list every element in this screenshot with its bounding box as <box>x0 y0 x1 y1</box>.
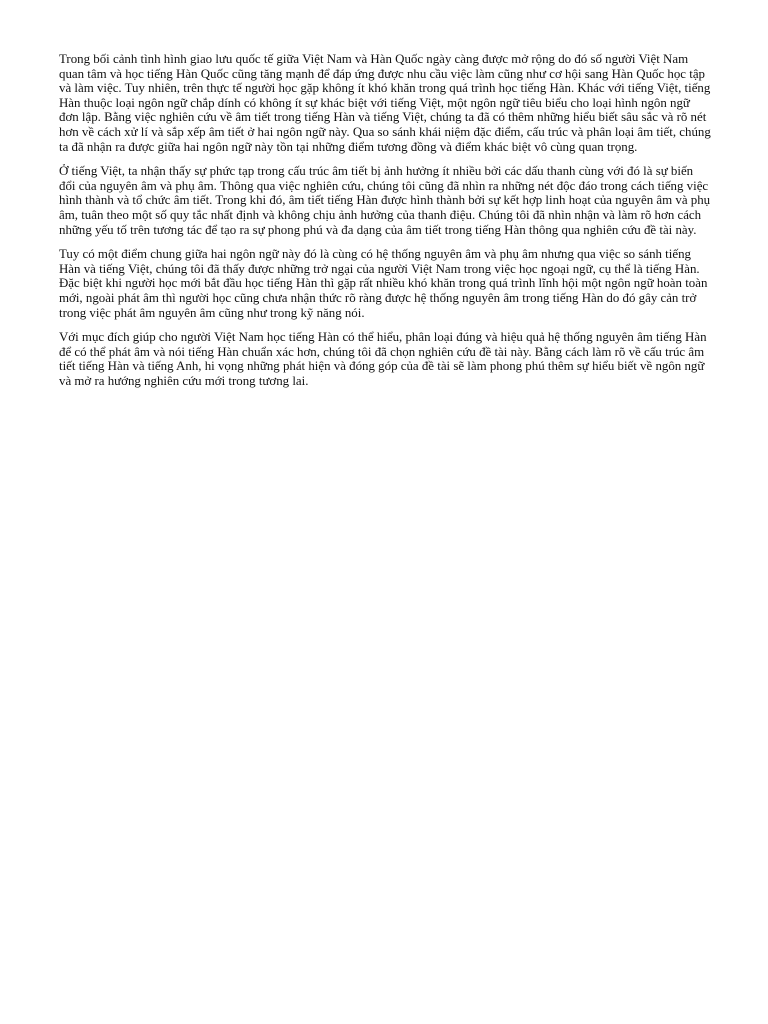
document-page <box>59 52 711 398</box>
paragraph-4: Với mục đích giúp cho người Việt Nam học tiếng Hàn có thể hiểu, phân loại đúng và hiệu quả hệ thống nguyên âm tiếng Hàn để có thể phát âm và nói tiếng Hàn chuẩn xác hơn, chúng tôi đã chọn nghiên cứu đề tài này. Bằng cách làm rõ về cấu trúc âm tiết tiếng Hàn và tiếng Anh, hi vọng những phát hiện và đóng góp của đề tài sẽ làm phong phú thêm sự hiểu biết về ngôn ngữ và mở ra hướng nghiên cứu mới trong tương lai. <box>59 330 707 388</box>
paragraph-2: Ở tiếng Việt, ta nhận thấy sự phức tạp trong cấu trúc âm tiết bị ảnh hưởng ít nhiều bởi các dấu thanh cùng với đó là sự biến đổi của nguyên âm và phụ âm. Thông qua việc nghiên cứu, chúng tôi cũng đã nhìn ra những nét độc đáo trong cách tiếng việc hình thành và tổ chức âm tiết. Trong khi đó, âm tiết tiếng Hàn được hình thành bởi sự kết hợp linh hoạt của nguyên âm và phụ âm, tuân theo một số quy tắc nhất định và không chịu ảnh hưởng của thanh điệu. Chúng tôi đã nhìn nhận và làm rõ hơn cách những yếu tố trên tương tác để tạo ra sự phong phú và đa dạng của âm tiết trong tiếng Hàn thông qua nghiên cứu đề tài này. <box>59 164 711 237</box>
paragraph-1: Trong bối cảnh tình hình giao lưu quốc tế giữa Việt Nam và Hàn Quốc ngày càng được mở rộng do đó số người Việt Nam quan tâm và học tiếng Hàn Quốc cũng tăng mạnh để đáp ứng được nhu cầu việc làm cũng như cơ hội sang Hàn Quốc học tập và làm việc. Tuy nhiên, trên thực tế người học gặp không ít khó khăn trong quá trình học tiếng Hàn. Khác với tiếng Việt, tiếng Hàn thuộc loại ngôn ngữ chắp dính có không ít sự khác biệt với tiếng Việt, một ngôn ngữ tiêu biểu cho loại hình ngôn ngữ đơn lập. Bằng việc nghiên cứu về âm tiết trong tiếng Hàn và tiếng Việt, chúng ta đã có thêm những hiểu biết sâu sắc và rõ nét hơn về cách xử lí và sắp xếp âm tiết ở hai ngôn ngữ này. Qua so sánh khái niệm đặc điểm, cấu trúc và phân loại âm tiết, chúng ta đã nhận ra được giữa hai ngôn ngữ này tồn tại những điểm tương đồng và điểm khác biệt vô cùng quan trọng. <box>59 52 711 154</box>
paragraph-3: Tuy có một điểm chung giữa hai ngôn ngữ này đó là cùng có hệ thống nguyên âm và phụ âm nhưng qua việc so sánh tiếng Hàn và tiếng Việt, chúng tôi đã thấy được những trở ngại của người Việt Nam trong việc học ngoại ngữ, cụ thể là tiếng Hàn. Đặc biệt khi người học mới bắt đầu học tiếng Hàn thì gặp rất nhiều khó khăn trong quá trình lĩnh hội một ngôn ngữ hoàn toàn mới, ngoài phát âm thì người học cũng chưa nhận thức rõ ràng được hệ thống nguyên âm trong tiếng Hàn do đó gây cản trở trong việc phát âm nguyên âm cũng như trong kỹ năng nói. <box>59 247 708 320</box>
